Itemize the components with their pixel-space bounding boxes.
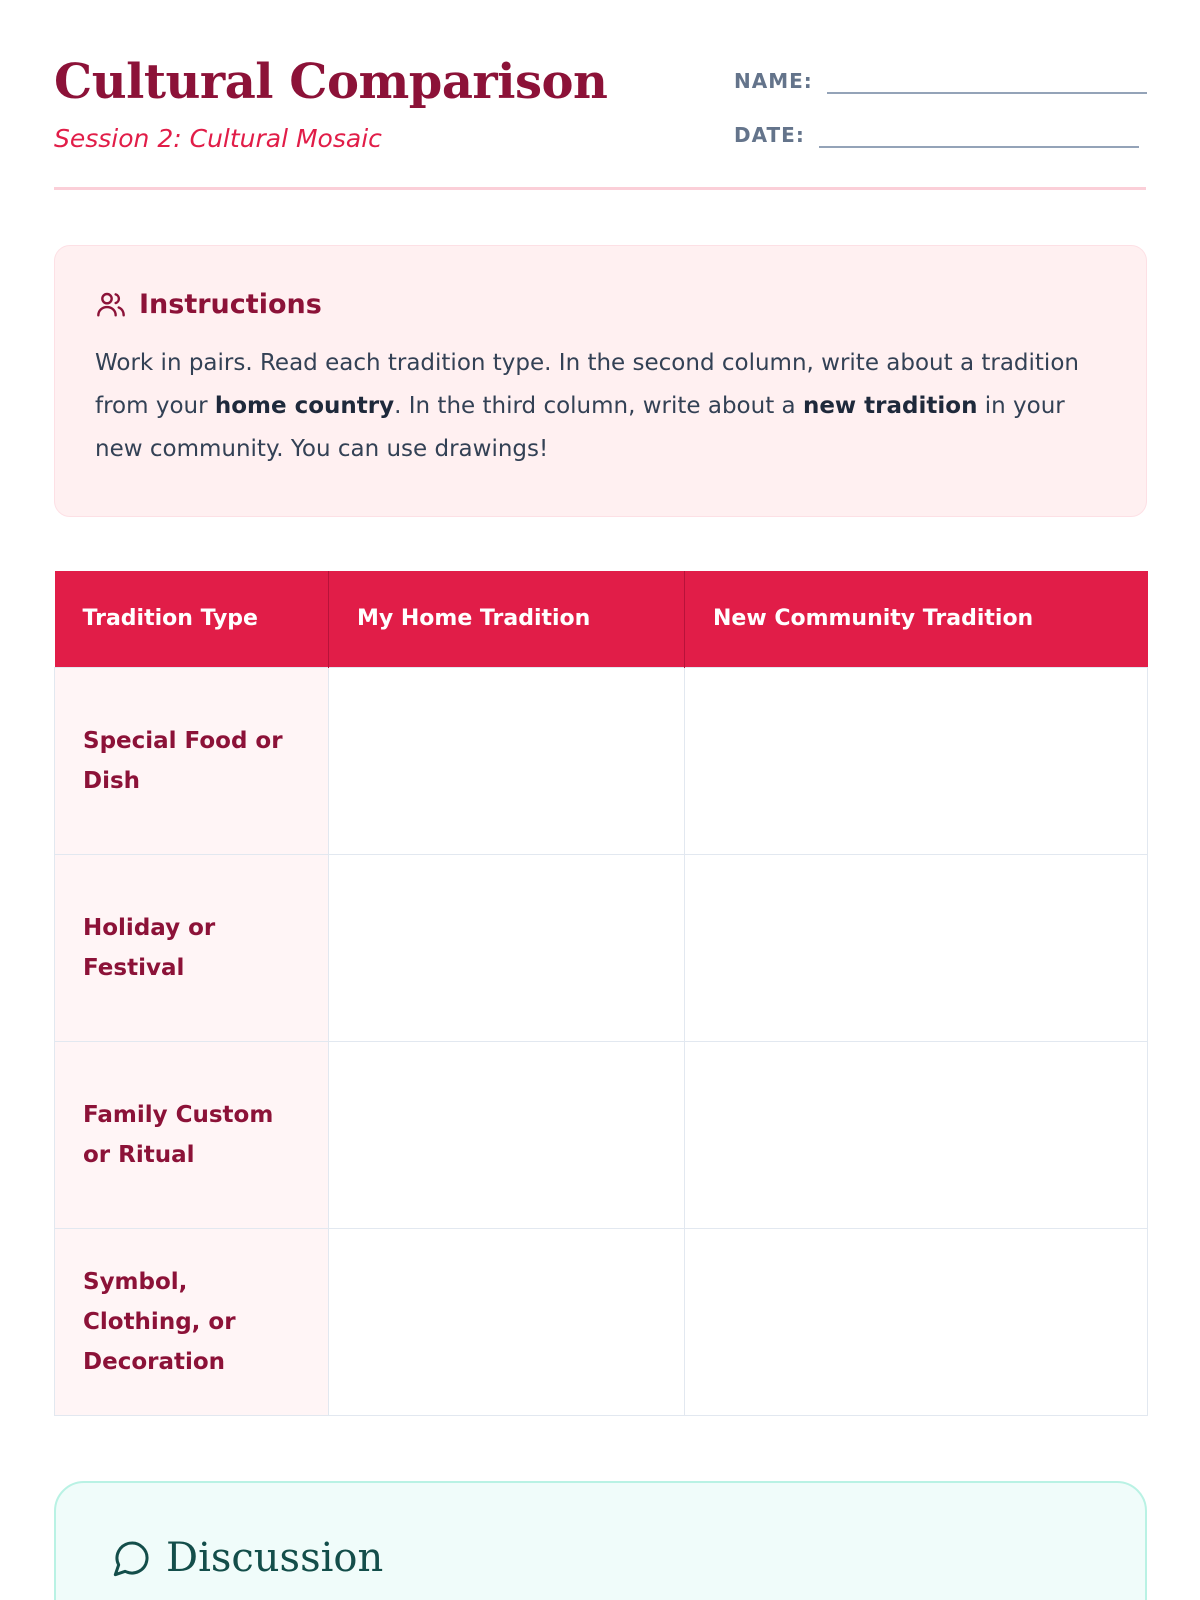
instructions-text bbox=[95, 342, 1106, 471]
new-tradition-answer-cell[interactable] bbox=[685, 667, 1148, 854]
tradition-type-cell: Holiday or Festival bbox=[55, 854, 329, 1041]
header-new-community-tradition: New Community Tradition bbox=[685, 571, 1148, 667]
instructions-bold-new-tradition: new tradition bbox=[802, 393, 978, 419]
instructions-title: Instructions bbox=[139, 288, 322, 320]
instructions-text-part: in your new community. You can use drawings! bbox=[95, 393, 1065, 462]
table-row bbox=[55, 1228, 1148, 1415]
page-subtitle: Session 2: Cultural Mosaic bbox=[54, 124, 382, 153]
header-home-tradition: My Home Tradition bbox=[329, 571, 685, 667]
tradition-comparison-table bbox=[54, 571, 1148, 1416]
instructions-text-part: Work in pairs. Read each tradition type. In the second column, write about a tradition from your bbox=[95, 350, 1079, 419]
home-tradition-answer-cell[interactable] bbox=[329, 854, 685, 1041]
date-field bbox=[734, 118, 1139, 148]
header-tradition-type: Tradition Type bbox=[55, 571, 329, 667]
home-tradition-answer-cell[interactable] bbox=[329, 1228, 685, 1415]
date-label: DATE: bbox=[734, 123, 805, 147]
home-tradition-answer-cell[interactable] bbox=[329, 1041, 685, 1228]
new-tradition-answer-cell[interactable] bbox=[685, 1228, 1148, 1415]
date-input-line[interactable] bbox=[819, 118, 1139, 148]
table-row bbox=[55, 1041, 1148, 1228]
name-label: NAME: bbox=[734, 69, 813, 93]
speech-bubble-icon bbox=[112, 1538, 152, 1578]
table-row bbox=[55, 667, 1148, 854]
users-icon bbox=[95, 288, 127, 320]
new-tradition-answer-cell[interactable] bbox=[685, 1041, 1148, 1228]
discussion-box bbox=[54, 1481, 1147, 1600]
instructions-bold-home-country: home country bbox=[214, 393, 395, 419]
instructions-heading bbox=[95, 286, 1106, 322]
instructions-box bbox=[54, 245, 1147, 517]
table-header-row bbox=[55, 571, 1148, 667]
home-tradition-answer-cell[interactable] bbox=[329, 667, 685, 854]
new-tradition-answer-cell[interactable] bbox=[685, 854, 1148, 1041]
tradition-type-cell: Special Food or Dish bbox=[55, 667, 329, 854]
worksheet-header bbox=[54, 0, 1146, 190]
table-row bbox=[55, 854, 1148, 1041]
name-field bbox=[734, 64, 1147, 94]
page-title: Cultural Comparison bbox=[54, 54, 608, 110]
tradition-type-cell: Symbol, Clothing, or Decoration bbox=[55, 1228, 329, 1415]
discussion-title: Discussion bbox=[166, 1535, 384, 1581]
discussion-heading bbox=[112, 1535, 1089, 1581]
instructions-text-part: . In the third column, write about a bbox=[394, 393, 803, 419]
name-input-line[interactable] bbox=[827, 64, 1147, 94]
tradition-type-cell: Family Custom or Ritual bbox=[55, 1041, 329, 1228]
